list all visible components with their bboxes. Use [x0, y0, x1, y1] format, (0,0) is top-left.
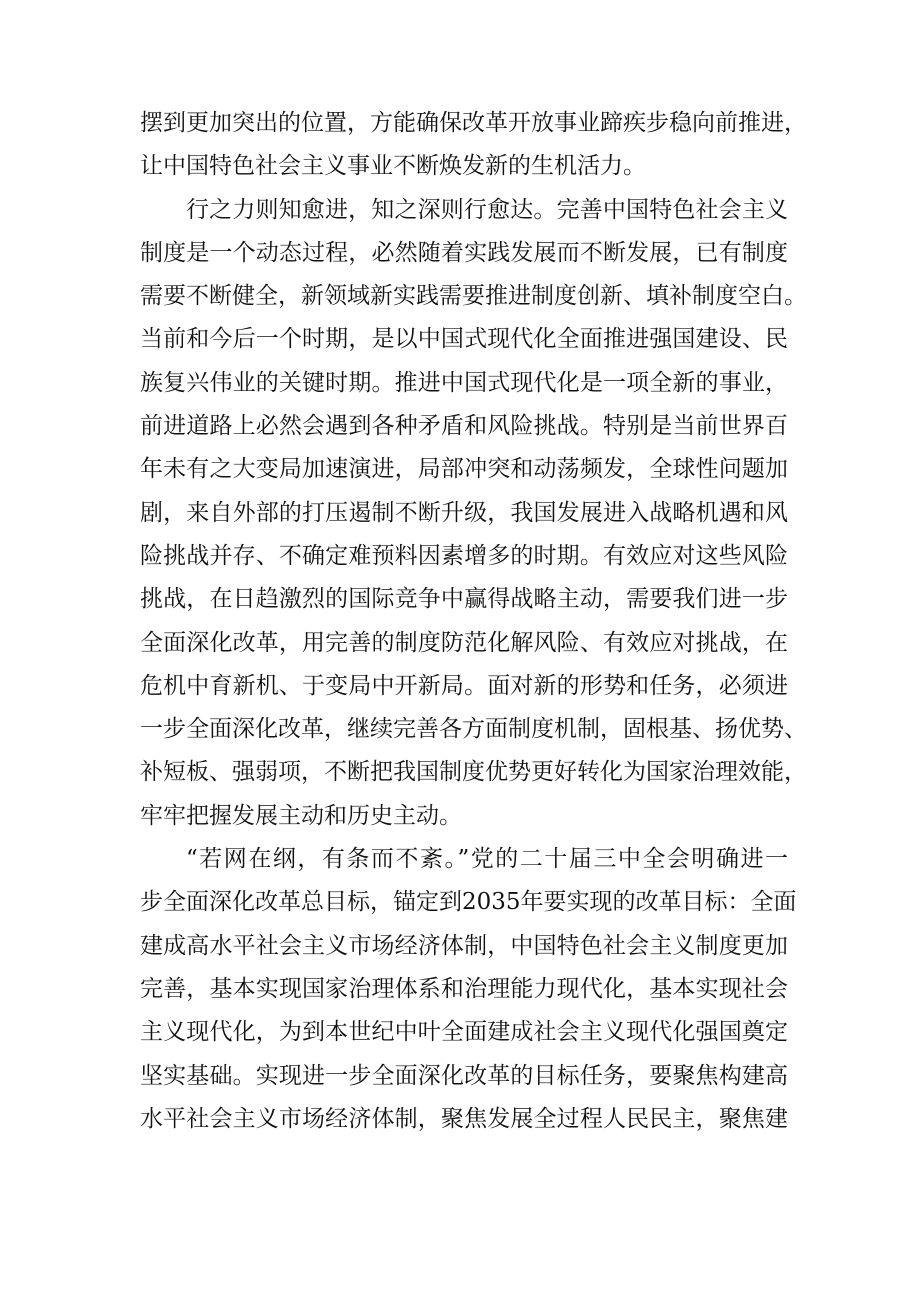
text-line: 危机中育新机、于变局中开新局。面对新的形势和任务，必须进: [140, 672, 788, 699]
text-line: 当前和今后一个时期，是以中国式现代化全面推进强国建设、民: [140, 326, 788, 353]
text-line: 牢牢把握发展主动和历史主动。: [140, 802, 462, 829]
text-line: 挑战，在日趋激烈的国际竞争中赢得战略主动，需要我们进一步: [140, 586, 788, 613]
text-line: 完善，基本实现国家治理体系和治理能力现代化，基本实现社会: [140, 975, 788, 1002]
text-line: 坚实基础。实现进一步全面深化改革的目标任务，要聚焦构建高: [140, 1062, 788, 1089]
text-line: 剧，来自外部的打压遏制不断升级，我国发展进入战略机遇和风: [140, 499, 788, 526]
text-line: 建成高水平社会主义市场经济体制，中国特色社会主义制度更加: [140, 932, 788, 959]
text-line: 步全面深化改革总目标，锚定到2035年要实现的改革目标：全面: [140, 889, 797, 916]
text-line: 摆到更加突出的位置，方能确保改革开放事业蹄疾步稳向前推进，: [140, 110, 807, 136]
text-line: 族复兴伟业的关键时期。推进中国式现代化是一项全新的事业，: [140, 369, 788, 396]
text-line: 主义现代化，为到本世纪中叶全面建成社会主义现代化强国奠定: [140, 1019, 788, 1046]
text-line: 一步全面深化改革，继续完善各方面制度机制，固根基、扬优势、: [140, 716, 807, 743]
text-line: 让中国特色社会主义事业不断焕发新的生机活力。: [140, 153, 646, 180]
text-line: 需要不断健全，新领域新实践需要推进制度创新、填补制度空白。: [140, 283, 807, 310]
text-line: 年未有之大变局加速演进，局部冲突和动荡频发，全球性问题加: [140, 456, 788, 483]
text-line: 水平社会主义市场经济体制，聚焦发展全过程人民民主，聚焦建: [140, 1105, 788, 1132]
text-line: 行之力则知愈进，知之深则行愈达。完善中国特色社会主义: [186, 196, 788, 223]
text-line: 险挑战并存、不确定难预料因素增多的时期。有效应对这些风险: [140, 542, 788, 569]
text-line: 制度是一个动态过程，必然随着实践发展而不断发展，已有制度: [140, 239, 788, 266]
text-line: 前进道路上必然会遇到各种矛盾和风险挑战。特别是当前世界百: [140, 413, 788, 440]
body-text: [140, 102, 807, 1141]
text-line: “若网在纲，有条而不紊。”党的二十届三中全会明确进一: [186, 846, 788, 873]
text-line: 补短板、强弱项，不断把我国制度优势更好转化为国家治理效能，: [140, 759, 807, 786]
text-line: 全面深化改革，用完善的制度防范化解风险、有效应对挑战，在: [140, 629, 788, 656]
